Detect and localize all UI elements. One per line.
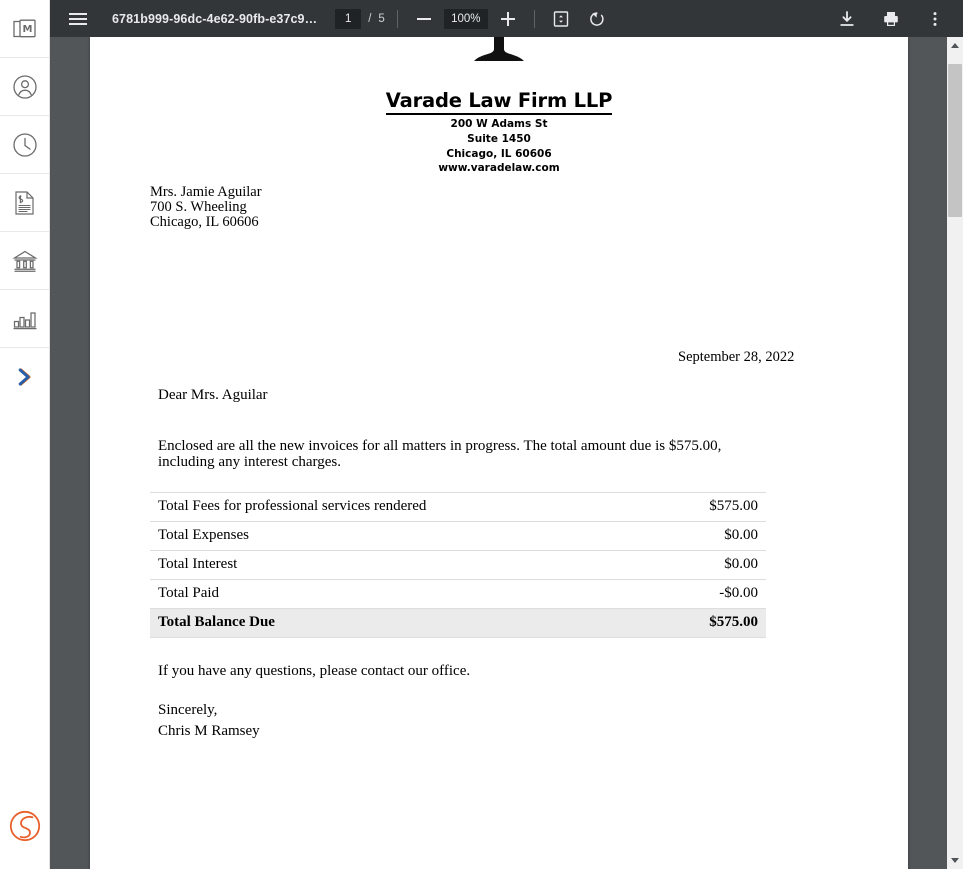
table-row xyxy=(150,493,766,522)
zoom-out-button[interactable] xyxy=(410,5,438,33)
firm-name-text: Varade Law Firm LLP xyxy=(386,89,612,115)
svg-text:M: M xyxy=(22,24,32,35)
app-sidebar-rail xyxy=(0,0,50,869)
pdf-toolbar xyxy=(50,0,963,37)
letter-date: September 28, 2022 xyxy=(678,349,795,365)
page-separator: / xyxy=(368,12,372,25)
table-row-total-balance-due xyxy=(150,609,766,638)
totals-label: Total Balance Due xyxy=(158,614,275,630)
folder-m-icon xyxy=(12,17,38,41)
totals-label: Total Fees for professional services rendered xyxy=(158,498,427,514)
firm-address-line: Suite 1450 xyxy=(467,132,531,145)
client-address-line: 700 S. Wheeling xyxy=(150,198,247,215)
scroll-down-arrow[interactable] xyxy=(947,852,963,869)
totals-label: Total Interest xyxy=(158,556,238,572)
sidebar-item-time-entries[interactable] xyxy=(0,116,49,174)
scroll-up-arrow-icon xyxy=(951,43,959,48)
scroll-up-arrow[interactable] xyxy=(947,37,963,54)
sidebar-item-contacts[interactable] xyxy=(0,58,49,116)
closing-line: If you have any questions, please contact our office. xyxy=(158,663,471,679)
pdf-page-area[interactable] xyxy=(50,37,947,869)
signature-block xyxy=(158,700,260,742)
pdf-page-1 xyxy=(90,37,908,869)
sidebar-item-billing[interactable] xyxy=(0,174,49,232)
app-logo-swirl-icon xyxy=(8,809,42,848)
firm-name xyxy=(90,89,908,112)
sidebar-item-matters[interactable] xyxy=(0,0,49,58)
firm-address-line: 200 W Adams St xyxy=(450,118,548,130)
zoom-in-button[interactable] xyxy=(494,5,522,33)
firm-address xyxy=(90,117,908,176)
print-icon[interactable] xyxy=(877,5,905,33)
hamburger-menu-icon[interactable] xyxy=(64,5,92,33)
firm-website: www.varadelaw.com xyxy=(438,162,560,175)
clock-icon xyxy=(12,132,38,158)
totals-amount: -$0.00 xyxy=(719,585,758,601)
more-vertical-icon[interactable] xyxy=(921,5,949,33)
bar-chart-icon xyxy=(12,308,38,330)
zoom-controls xyxy=(410,5,522,33)
vertical-scrollbar[interactable] xyxy=(947,37,963,869)
zoom-level-display[interactable]: 100% xyxy=(444,9,488,29)
firm-address-line: Chicago, IL 60606 xyxy=(446,147,552,160)
totals-label: Total Expenses xyxy=(158,527,250,543)
totals-amount: $575.00 xyxy=(709,498,758,514)
table-row xyxy=(150,522,766,551)
totals-amount: $0.00 xyxy=(724,527,758,543)
document-title: 6781b999-96dc-4e62-90fb-e37c9… xyxy=(112,11,318,26)
signoff-text: Sincerely, xyxy=(158,702,218,718)
sidebar-item-expand[interactable] xyxy=(0,348,49,406)
client-name: Mrs. Jamie Aguilar xyxy=(150,184,262,200)
rotate-counterclockwise-icon[interactable] xyxy=(583,5,611,33)
totals-amount: $575.00 xyxy=(709,614,758,630)
sidebar-item-trust-accounting[interactable] xyxy=(0,232,49,290)
pdf-viewer xyxy=(50,0,963,869)
page-number-input[interactable] xyxy=(335,9,361,29)
fit-to-page-icon[interactable] xyxy=(547,5,575,33)
totals-table-body xyxy=(150,493,766,638)
scroll-thumb[interactable] xyxy=(948,64,962,217)
page-total-count: 5 xyxy=(378,12,385,25)
salutation: Dear Mrs. Aguilar xyxy=(158,387,268,403)
page-navigation xyxy=(335,9,385,29)
sidebar-item-reports[interactable] xyxy=(0,290,49,348)
invoice-dollar-icon xyxy=(13,190,36,216)
bank-icon xyxy=(12,249,38,273)
person-circle-icon xyxy=(12,74,38,100)
totals-amount: $0.00 xyxy=(724,556,758,572)
download-icon[interactable] xyxy=(833,5,861,33)
chevron-right-icon xyxy=(14,364,36,390)
signer-name: Chris M Ramsey xyxy=(158,723,260,739)
firm-logo-icon xyxy=(90,37,908,69)
app-logo xyxy=(0,803,50,853)
body-paragraph: Enclosed are all the new invoices for all matters in progress. The total amount due is $575.00, including any interest charges. xyxy=(158,438,722,470)
scroll-down-arrow-icon xyxy=(951,858,959,863)
toolbar-divider-1 xyxy=(397,10,398,28)
totals-label: Total Paid xyxy=(158,585,220,601)
table-row xyxy=(150,551,766,580)
totals-table xyxy=(150,492,766,638)
client-address xyxy=(150,185,262,229)
table-row xyxy=(150,580,766,609)
toolbar-divider-2 xyxy=(534,10,535,28)
client-address-line: Chicago, IL 60606 xyxy=(150,213,259,230)
